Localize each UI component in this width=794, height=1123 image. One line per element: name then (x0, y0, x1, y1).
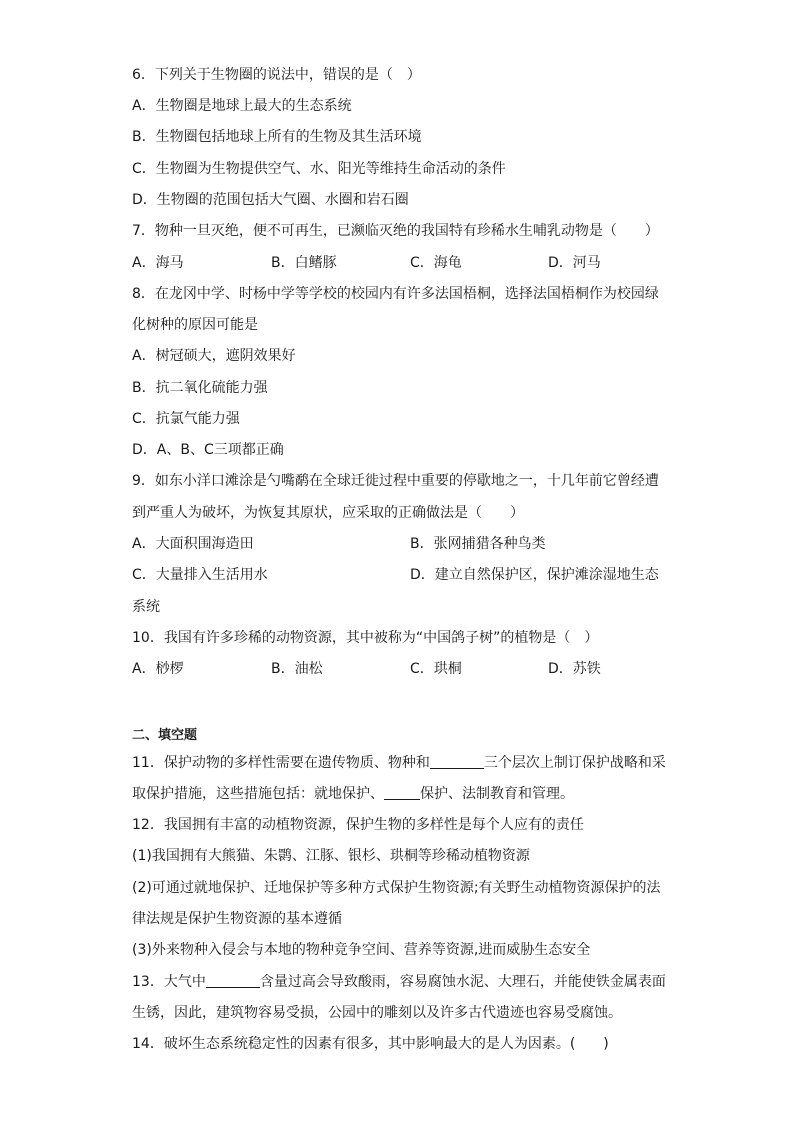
q10-option-c: C．珙桐 (410, 661, 462, 677)
q7-option-c: C．海龟 (410, 255, 462, 271)
q8-option-a: A．树冠硕大，遮阴效果好 (132, 348, 296, 364)
q9-option-d: D．建立自然保护区，保护滩涂湿地生态 (410, 567, 659, 583)
q9-option-a: A．大面积围海造田 (132, 536, 254, 552)
q6-option-d: D．生物圈的范围包括大气圈、水圈和岩石圈 (132, 192, 409, 208)
q8-stem-line2: 化树种的原因可能是 (132, 317, 258, 333)
q13-line1 (132, 973, 666, 991)
q13-line2: 生锈，因此，建筑物容易受损，公园中的雕刻以及许多古代遗迹也容易受腐蚀。 (132, 1005, 622, 1021)
q11-line1 (132, 754, 666, 772)
q11-line1-before-blank: 11．保护动物的多样性需要在遗传物质、物种和 (132, 755, 430, 771)
q8-option-b: B．抗二氧化硫能力强 (132, 380, 268, 396)
q11-line1-after-blank: 三个层次上制订保护战略和采 (483, 755, 666, 771)
q7-option-d: D．河马 (548, 255, 601, 271)
q12-item-2-continuation: 律法规是保护生物资源的基本遵循 (132, 911, 342, 927)
q8-option-c: C．抗氯气能力强 (132, 411, 240, 427)
q7-stem: 7．物种一旦灭绝，便不可再生，已濒临灭绝的我国特有珍稀水生哺乳动物是（ ） (132, 223, 659, 239)
q9-option-d-continuation: 系统 (132, 599, 160, 615)
q6-option-b: B．生物圈包括地球上所有的生物及其生活环境 (132, 129, 422, 145)
q13-line1-before-blank: 13．大气中 (132, 974, 206, 990)
q13-line1-after-blank: 含量过高会导致酸雨，容易腐蚀水泥、大理石，并能使铁金属表面 (259, 974, 666, 990)
q6-option-c: C．生物圈为生物提供空气、水、阳光等维持生命活动的条件 (132, 161, 506, 177)
q6-option-a: A．生物圈是地球上最大的生态系统 (132, 98, 352, 114)
q9-option-c: C．大量排入生活用水 (132, 567, 268, 583)
section-heading-fill-in: 二、填空题 (132, 728, 198, 743)
q11-blank-1[interactable] (430, 754, 484, 769)
q7-option-b: B．白鳍豚 (271, 255, 337, 271)
q13-blank[interactable] (206, 973, 260, 988)
q10-option-b: B．油松 (271, 661, 323, 677)
q12-stem: 12．我国拥有丰富的动植物资源，保护生物的多样性是每个人应有的责任 (132, 817, 584, 833)
q9-stem-line1: 9．如东小洋口滩涂是勺嘴鹬在全球迁徙过程中重要的停歇地之一，十几年前它曾经遭 (132, 473, 659, 489)
q11-blank-2[interactable] (384, 785, 420, 800)
q11-line2-before-blank: 取保护措施，这些措施包括：就地保护、 (132, 786, 384, 802)
q8-stem-line1: 8．在龙冈中学、时杨中学等学校的校园内有许多法国梧桐，选择法国梧桐作为校园绿 (132, 286, 659, 302)
q10-option-d: D．苏铁 (548, 661, 601, 677)
q12-item-2: (2)可通过就地保护、迁地保护等多种方式保护生物资源;有关野生动植物资源保护的法 (132, 880, 661, 896)
q11-line2 (132, 785, 574, 803)
q9-stem-line2: 到严重人为破坏，为恢复其原状，应采取的正确做法是（ ） (132, 505, 524, 521)
q12-item-1: (1)我国拥有大熊猫、朱鹮、江豚、银杉、珙桐等珍稀动植物资源 (132, 848, 530, 864)
q9-option-b: B．张网捕猎各种鸟类 (410, 536, 546, 552)
q10-option-a: A．桫椤 (132, 661, 184, 677)
q7-option-a: A．海马 (132, 255, 184, 271)
q6-stem: 6．下列关于生物圈的说法中，错误的是（ ） (132, 67, 421, 83)
q10-stem: 10．我国有许多珍稀的动物资源，其中被称为“中国鸽子树”的植物是（ ） (132, 630, 599, 646)
q14-stem: 14．破坏生态系统稳定性的因素有很多，其中影响最大的是人为因素。( ) (132, 1036, 609, 1052)
q12-item-3: (3)外来物种入侵会与本地的物种竞争空间、营养等资源,进而威胁生态安全 (132, 942, 591, 958)
q8-option-d: D．A、B、C三项都正确 (132, 442, 284, 458)
q11-line2-after-blank: 保护、法制教育和管理。 (420, 786, 574, 802)
